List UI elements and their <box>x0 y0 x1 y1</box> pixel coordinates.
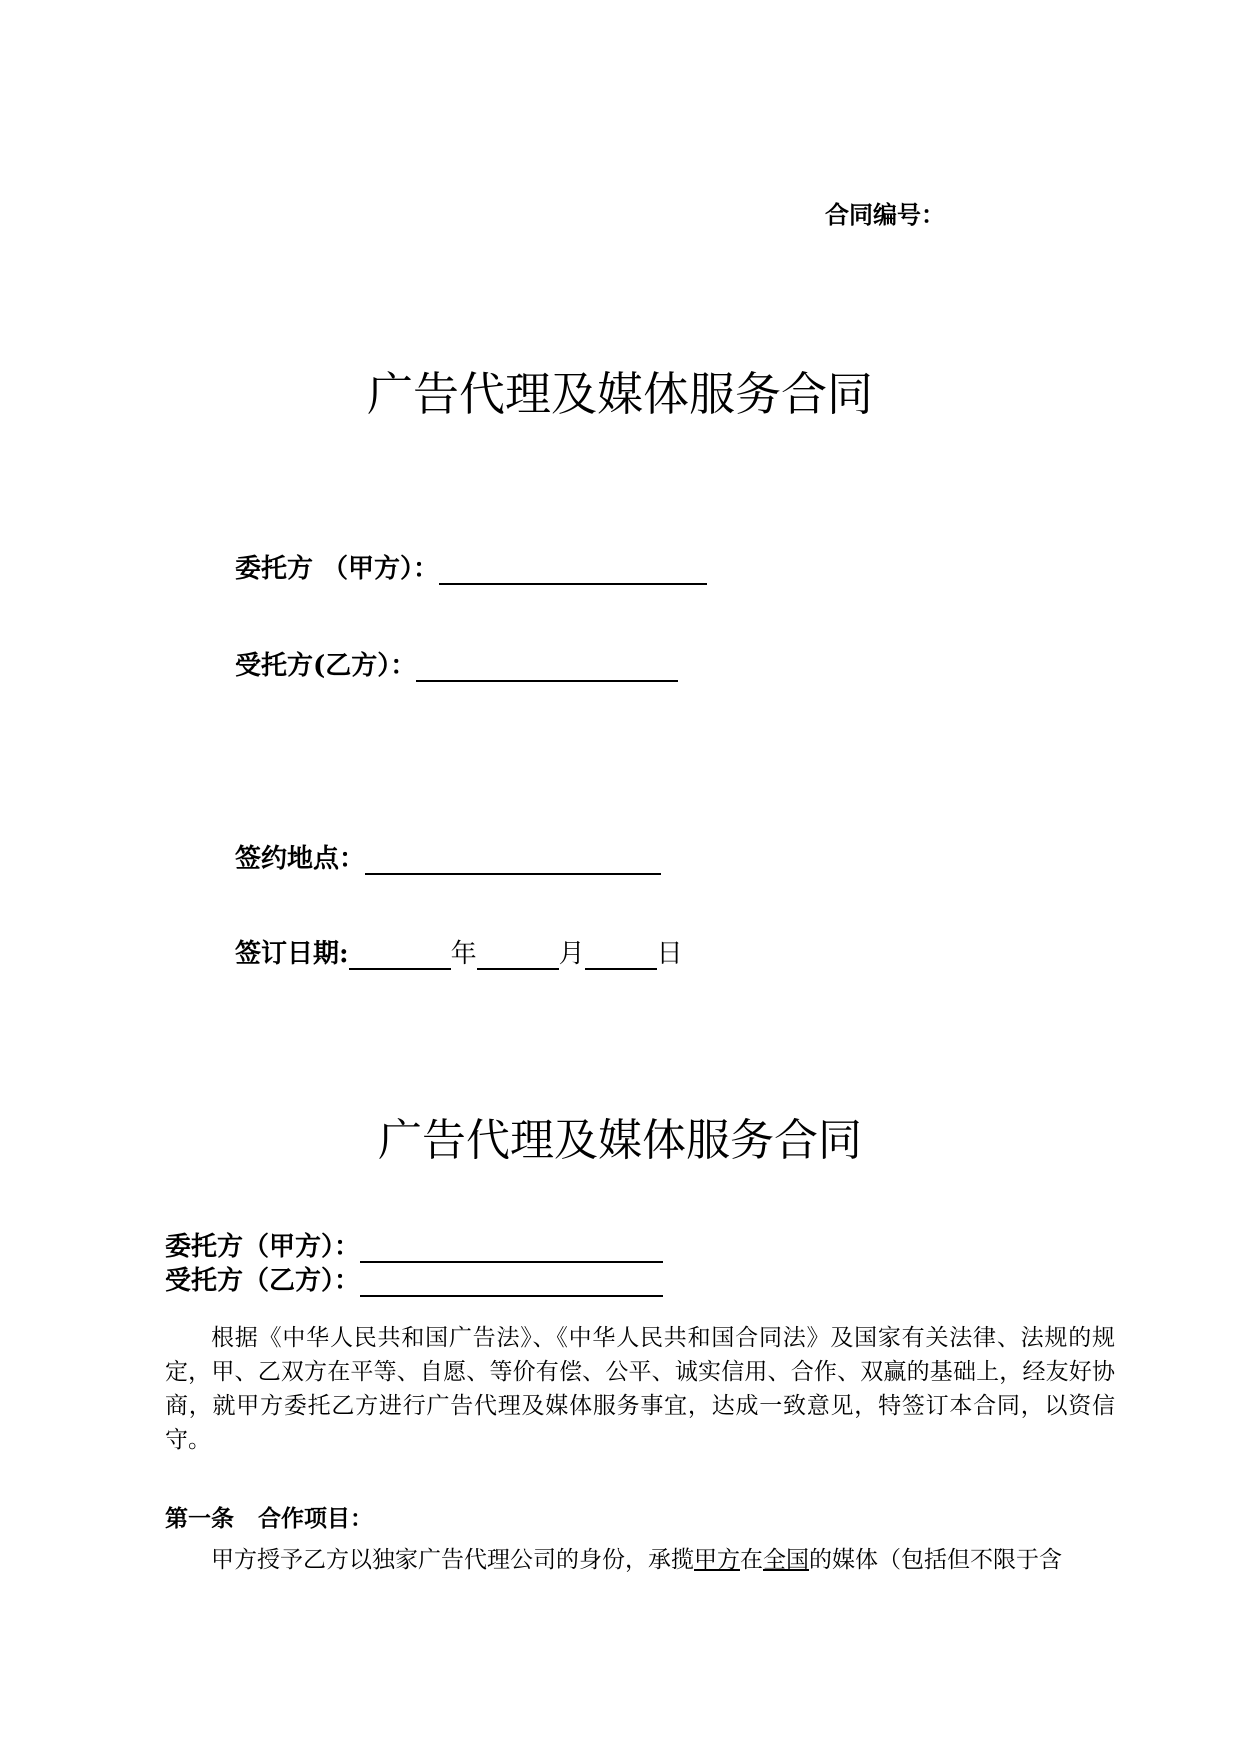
article-1-text-b: 在 <box>740 1547 763 1573</box>
article-1-number: 第一条 <box>165 1505 234 1532</box>
cover-signing-place-field <box>235 838 661 875</box>
body-party-a-field <box>165 1226 663 1263</box>
cover-year-label: 年 <box>450 939 477 969</box>
cover-signing-place-blank[interactable] <box>365 845 661 875</box>
cover-party-b-field <box>235 645 678 682</box>
preamble-paragraph: 根据《中华人民共和国广告法》、《中华人民共和国合同法》及国家有关法律、法规的规定，甲、乙双方在平等、自愿、等价有偿、公平、诚实信用、合作、双赢的基础上，经友好协商，就甲方委托乙方进行广告代理及媒体服务事宜，达成一致意见，特签订本合同，以资信守。 <box>165 1325 1115 1453</box>
cover-party-a-label: 委托方 （甲方）： <box>235 554 440 584</box>
cover-party-a-field <box>235 548 707 585</box>
body-title: 广告代理及媒体服务合同 <box>378 1115 862 1166</box>
body-party-b-blank[interactable] <box>360 1267 663 1297</box>
article-1-text-party: 甲方 <box>694 1547 740 1573</box>
body-party-b-label: 受托方（乙方）： <box>165 1266 361 1296</box>
cover-month-blank[interactable] <box>477 940 559 970</box>
contract-number-label: 合同编号： <box>825 200 945 229</box>
article-1-text-a: 甲方授予乙方以独家广告代理公司的身份，承揽 <box>211 1547 694 1573</box>
article-1-heading <box>165 1500 373 1533</box>
cover-title: 广告代理及媒体服务合同 <box>367 367 873 421</box>
cover-day-blank[interactable] <box>585 940 657 970</box>
cover-month-label: 月 <box>558 939 585 969</box>
cover-signing-date-label: 签订日期: <box>235 939 349 969</box>
cover-party-b-label: 受托方(乙方）： <box>235 651 417 681</box>
cover-signing-place-label: 签约地点： <box>235 844 366 874</box>
article-1-text-c: 的媒体（包括但不限于含 <box>809 1547 1062 1573</box>
cover-party-b-blank[interactable] <box>416 652 678 682</box>
cover-year-blank[interactable] <box>349 940 451 970</box>
body-party-b-field <box>165 1260 663 1297</box>
cover-party-a-blank[interactable] <box>439 555 707 585</box>
cover-day-label: 日 <box>656 939 683 969</box>
article-1-title: 合作项目： <box>258 1505 373 1532</box>
body-party-a-label: 委托方（甲方）： <box>165 1232 361 1262</box>
body-party-a-blank[interactable] <box>360 1233 663 1263</box>
article-1-paragraph <box>165 1543 1115 1577</box>
cover-signing-date-field <box>235 933 683 970</box>
article-1-text-region: 全国 <box>763 1547 809 1573</box>
